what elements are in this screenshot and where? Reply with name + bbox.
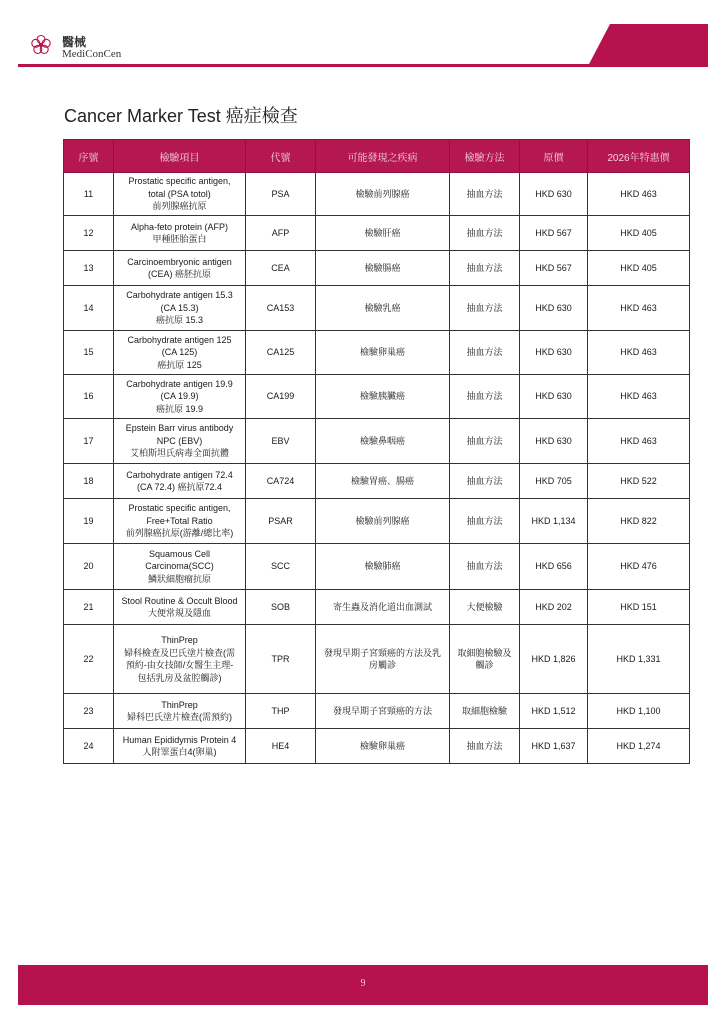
original-price: HKD 1,134 xyxy=(520,499,588,544)
test-code: CA199 xyxy=(246,375,316,419)
test-method-line: 抽血方法 xyxy=(466,475,503,486)
table-body xyxy=(64,173,690,764)
row-number: 24 xyxy=(64,729,114,764)
test-code: PSAR xyxy=(246,499,316,544)
test-method xyxy=(450,464,520,499)
header-rule xyxy=(18,64,708,67)
test-item xyxy=(114,729,246,764)
test-item-line: 前列腺癌抗原 xyxy=(152,201,207,212)
page-number: 9 xyxy=(360,978,366,989)
detectable-disease xyxy=(316,216,450,251)
test-item xyxy=(114,419,246,464)
original-price: HKD 630 xyxy=(520,173,588,216)
test-code: THP xyxy=(246,694,316,729)
table-row xyxy=(64,286,690,331)
detectable-disease-line: 發現早期子宮頸癌的方法及乳 xyxy=(323,647,441,658)
original-price: HKD 1,637 xyxy=(520,729,588,764)
detectable-disease-line: 檢驗卵巢癌 xyxy=(359,740,405,751)
brand-name-chinese: 醫械 xyxy=(62,35,87,49)
test-method xyxy=(450,729,520,764)
detectable-disease xyxy=(316,331,450,375)
table-row xyxy=(64,216,690,251)
cancer-marker-table xyxy=(63,139,690,764)
detectable-disease xyxy=(316,729,450,764)
brand-name-english: MediConCen xyxy=(62,48,122,60)
special-price: HKD 822 xyxy=(588,499,690,544)
detectable-disease xyxy=(316,694,450,729)
special-price: HKD 463 xyxy=(588,375,690,419)
test-item-line: (CA 15.3) xyxy=(160,302,199,313)
detectable-disease xyxy=(316,251,450,286)
original-price: HKD 630 xyxy=(520,419,588,464)
test-item xyxy=(114,251,246,286)
table-row xyxy=(64,251,690,286)
test-item-line: Carbohydrate antigen 72.4 xyxy=(126,469,233,480)
column-header-code: 代號 xyxy=(246,140,316,173)
detectable-disease-line: 檢驗卵巢癌 xyxy=(359,347,405,358)
test-method xyxy=(450,286,520,331)
special-price: HKD 463 xyxy=(588,331,690,375)
column-header-no: 序號 xyxy=(64,140,114,173)
test-item-line: NPC (EBV) xyxy=(156,435,203,446)
test-method-line: 取細胞檢驗 xyxy=(461,705,507,716)
test-method xyxy=(450,173,520,216)
row-number: 15 xyxy=(64,331,114,375)
detectable-disease-line: 檢驗肝癌 xyxy=(364,227,401,238)
test-method-line: 觸診 xyxy=(475,660,494,670)
special-price: HKD 463 xyxy=(588,419,690,464)
test-method xyxy=(450,544,520,590)
test-method-line: 抽血方法 xyxy=(466,391,503,402)
test-item-line: Alpha-feto protein (AFP) xyxy=(130,221,229,232)
detectable-disease-line: 檢驗腸癌 xyxy=(364,262,401,273)
detectable-disease-line: 寄生蟲及消化道出血測試 xyxy=(332,601,432,612)
test-item xyxy=(114,464,246,499)
table-header-row xyxy=(64,140,690,173)
test-code: CEA xyxy=(246,251,316,286)
special-price: HKD 1,100 xyxy=(588,694,690,729)
flower-logo-icon xyxy=(30,34,52,56)
test-code: AFP xyxy=(246,216,316,251)
table-row xyxy=(64,590,690,625)
test-method xyxy=(450,590,520,625)
test-code: SOB xyxy=(246,590,316,625)
test-method xyxy=(450,499,520,544)
test-method xyxy=(450,331,520,375)
detectable-disease-line: 檢驗胰臟癌 xyxy=(359,391,405,402)
detectable-disease-line: 檢驗乳癌 xyxy=(364,302,401,313)
original-price: HKD 705 xyxy=(520,464,588,499)
original-price: HKD 630 xyxy=(520,375,588,419)
original-price: HKD 656 xyxy=(520,544,588,590)
test-item-line: Carbohydrate antigen 15.3 xyxy=(126,290,233,301)
column-header-disease: 可能發現之疾病 xyxy=(316,140,450,173)
test-item-line: 大便常規及隱血 xyxy=(147,608,211,618)
special-price: HKD 405 xyxy=(588,216,690,251)
detectable-disease xyxy=(316,173,450,216)
test-method-line: 抽血方法 xyxy=(466,561,503,572)
test-method-line: 抽血方法 xyxy=(466,262,503,273)
row-number: 17 xyxy=(64,419,114,464)
row-number: 20 xyxy=(64,544,114,590)
test-method-line: 抽血方法 xyxy=(466,347,503,358)
row-number: 11 xyxy=(64,173,114,216)
test-code: CA724 xyxy=(246,464,316,499)
test-item-line: total (PSA totol) xyxy=(148,188,211,199)
header-accent-tab xyxy=(588,24,708,66)
original-price: HKD 567 xyxy=(520,216,588,251)
test-code: EBV xyxy=(246,419,316,464)
test-item xyxy=(114,590,246,625)
test-method xyxy=(450,375,520,419)
row-number: 21 xyxy=(64,590,114,625)
table-row xyxy=(64,694,690,729)
test-item-line: (CA 125) xyxy=(161,347,198,358)
table-row xyxy=(64,464,690,499)
row-number: 23 xyxy=(64,694,114,729)
test-method-line: 大便檢驗 xyxy=(466,601,503,612)
original-price: HKD 567 xyxy=(520,251,588,286)
table-row xyxy=(64,173,690,216)
page-title: Cancer Marker Test 癌症檢查 xyxy=(64,106,298,126)
original-price: HKD 630 xyxy=(520,331,588,375)
test-item xyxy=(114,173,246,216)
detectable-disease xyxy=(316,625,450,694)
row-number: 18 xyxy=(64,464,114,499)
test-item xyxy=(114,216,246,251)
test-method-line: 抽血方法 xyxy=(466,740,503,751)
detectable-disease-line: 檢驗肺癌 xyxy=(364,561,401,572)
test-method-line: 抽血方法 xyxy=(466,515,503,526)
test-item-line: 婦科檢查及巴氏塗片檢查(需 xyxy=(124,647,235,658)
row-number: 14 xyxy=(64,286,114,331)
column-header-price: 原價 xyxy=(520,140,588,173)
table-row xyxy=(64,419,690,464)
row-number: 16 xyxy=(64,375,114,419)
test-item-line: 鱗狀細胞瘤抗原 xyxy=(147,573,211,584)
detectable-disease-line: 房觸診 xyxy=(368,660,396,670)
test-item-line: (CEA) 癌胚抗原 xyxy=(147,269,211,279)
test-method-line: 抽血方法 xyxy=(466,435,503,446)
test-item xyxy=(114,544,246,590)
test-item-line: Human Epididymis Protein 4 xyxy=(122,734,237,745)
test-item xyxy=(114,499,246,544)
test-item-line: ThinPrep xyxy=(161,699,198,710)
table-row xyxy=(64,544,690,590)
detectable-disease xyxy=(316,419,450,464)
test-method-line: 抽血方法 xyxy=(466,302,503,313)
test-item-line: 人附睪蛋白4(卵巢) xyxy=(142,747,217,757)
detectable-disease xyxy=(316,375,450,419)
test-item xyxy=(114,331,246,375)
table-row xyxy=(64,331,690,375)
column-header-item: 檢驗項目 xyxy=(114,140,246,173)
test-item-line: 艾柏斯坦氏病毒全面抗體 xyxy=(129,448,229,459)
test-method-line: 抽血方法 xyxy=(466,227,503,238)
row-number: 22 xyxy=(64,625,114,694)
test-item-line: Epstein Barr virus antibody xyxy=(125,423,234,434)
test-item-line: Carbohydrate antigen 125 xyxy=(127,334,232,345)
test-item xyxy=(114,625,246,694)
special-price: HKD 522 xyxy=(588,464,690,499)
test-item-line: 癌抗原 15.3 xyxy=(155,315,204,326)
test-item-line: Carcinoma(SCC) xyxy=(145,561,214,572)
test-item-line: Free+Total Ratio xyxy=(146,515,213,526)
column-header-method: 檢驗方法 xyxy=(450,140,520,173)
test-code: HE4 xyxy=(246,729,316,764)
detectable-disease-line: 發現早期子宮頸癌的方法 xyxy=(332,705,432,716)
row-number: 19 xyxy=(64,499,114,544)
detectable-disease-line: 檢驗前列腺癌 xyxy=(355,515,410,526)
special-price: HKD 1,274 xyxy=(588,729,690,764)
test-method-line: 抽血方法 xyxy=(466,188,503,199)
test-item-line: Squamous Cell xyxy=(148,548,211,559)
test-method xyxy=(450,251,520,286)
test-code: CA153 xyxy=(246,286,316,331)
test-item-line: Prostatic specific antigen, xyxy=(128,176,231,187)
test-item-line: Carbohydrate antigen 19.9 xyxy=(126,378,233,389)
page-header xyxy=(0,0,724,70)
test-item-line: (CA 72.4) 癌抗原72.4 xyxy=(136,482,223,492)
detectable-disease xyxy=(316,286,450,331)
test-item-line: 婦科巴氏塗片檢查(需預約) xyxy=(127,712,232,722)
test-code: TPR xyxy=(246,625,316,694)
test-method xyxy=(450,694,520,729)
row-number: 12 xyxy=(64,216,114,251)
special-price: HKD 463 xyxy=(588,286,690,331)
test-item-line: Stool Routine & Occult Blood xyxy=(121,595,238,606)
table-row xyxy=(64,729,690,764)
test-method xyxy=(450,216,520,251)
special-price: HKD 476 xyxy=(588,544,690,590)
test-item-line: ThinPrep xyxy=(161,635,198,645)
test-item-line: 癌抗原 125 xyxy=(157,359,202,370)
special-price: HKD 405 xyxy=(588,251,690,286)
test-code: PSA xyxy=(246,173,316,216)
detectable-disease-line: 檢驗胃癌、腸癌 xyxy=(350,475,414,486)
test-item-line: 甲種胚胎蛋白 xyxy=(152,234,207,244)
test-method xyxy=(450,419,520,464)
detectable-disease-line: 檢驗鼻咽癌 xyxy=(359,435,405,446)
test-item-line: 預約-由女技師/女醫生主理- xyxy=(125,660,234,670)
table-row xyxy=(64,375,690,419)
row-number: 13 xyxy=(64,251,114,286)
special-price: HKD 463 xyxy=(588,173,690,216)
detectable-disease xyxy=(316,590,450,625)
detectable-disease xyxy=(316,544,450,590)
test-item-line: 癌抗原 19.9 xyxy=(155,403,204,414)
page-footer xyxy=(18,965,708,1005)
detectable-disease xyxy=(316,499,450,544)
test-code: CA125 xyxy=(246,331,316,375)
test-item xyxy=(114,694,246,729)
test-method xyxy=(450,625,520,694)
table-row xyxy=(64,499,690,544)
test-item-line: 包括乳房及盆腔觸診) xyxy=(137,672,222,683)
table-row xyxy=(64,625,690,694)
special-price: HKD 151 xyxy=(588,590,690,625)
test-item-line: 前列腺癌抗原(游離/總比率) xyxy=(125,528,234,539)
test-method-line: 取細胞檢驗及 xyxy=(457,647,512,658)
test-item xyxy=(114,375,246,419)
detectable-disease xyxy=(316,464,450,499)
detectable-disease-line: 檢驗前列腺癌 xyxy=(355,188,410,199)
column-header-special-price: 2026年特惠價 xyxy=(588,140,690,173)
original-price: HKD 1,512 xyxy=(520,694,588,729)
test-item-line: (CA 19.9) xyxy=(160,391,199,402)
test-item-line: Carcinoembryonic antigen xyxy=(127,256,232,267)
original-price: HKD 630 xyxy=(520,286,588,331)
original-price: HKD 202 xyxy=(520,590,588,625)
test-item xyxy=(114,286,246,331)
test-item-line: Prostatic specific antigen, xyxy=(128,503,231,514)
original-price: HKD 1,826 xyxy=(520,625,588,694)
test-code: SCC xyxy=(246,544,316,590)
special-price: HKD 1,331 xyxy=(588,625,690,694)
